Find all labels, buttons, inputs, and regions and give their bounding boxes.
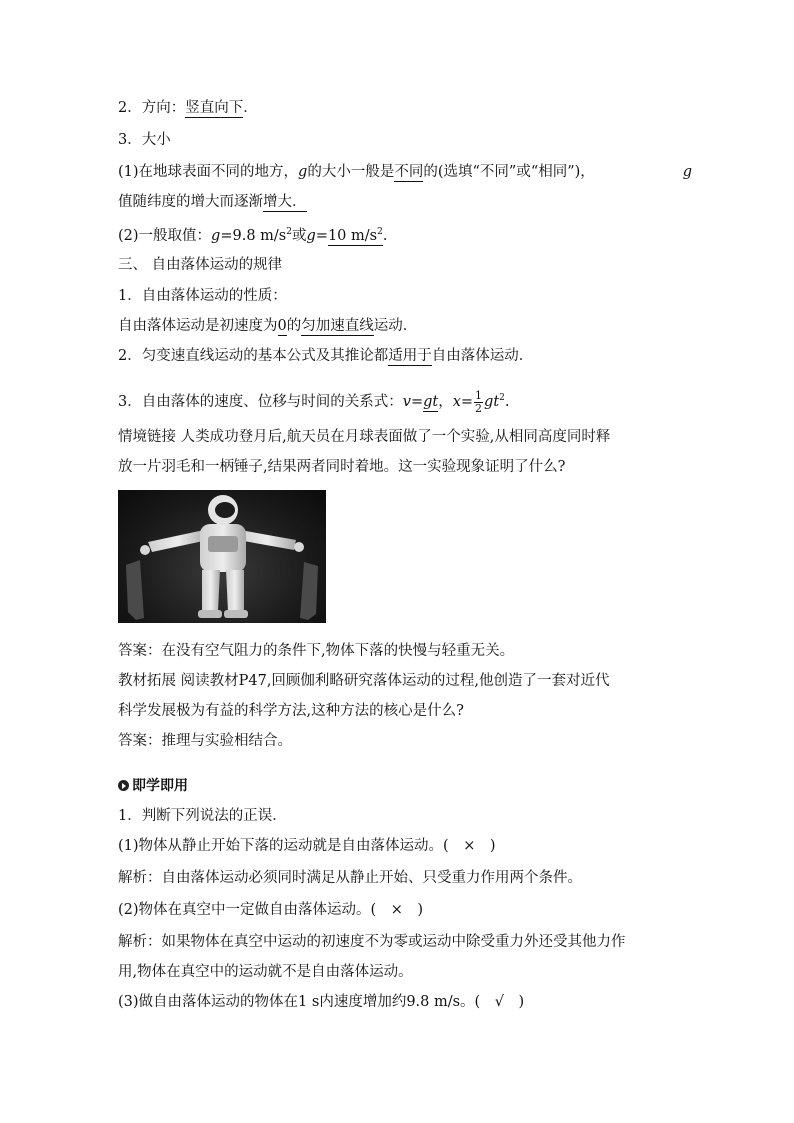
text-segment: (2)一般取值： (118, 228, 212, 244)
symbol-g: g (682, 164, 692, 180)
symbol-g: g (211, 228, 221, 244)
text-segment: 的(选填“不同”或“相同”)， (423, 164, 595, 180)
section-title: 即学即用 (132, 778, 188, 794)
text-line-context-2: 放一片羽毛和一柄锤子,结果两者同时着地。这一实验现象证明了什么? (118, 459, 566, 475)
fraction-denominator: 2 (475, 401, 483, 415)
superscript: 2 (377, 227, 383, 237)
text-line-question: 1．判断下列说法的正误． (118, 808, 287, 824)
symbol-g: g (298, 164, 308, 180)
text-segment: 自由落体运动是初速度为 (118, 318, 278, 334)
answer-underlined: 10 m/s (327, 228, 378, 244)
answer-underlined: 适用于 (388, 348, 432, 364)
text-segment: 3．自由落体的速度、位移与时间的关系式： (118, 394, 403, 410)
text-line-nature: 1．自由落体运动的性质： (118, 288, 287, 304)
text-segment: ． (243, 100, 258, 116)
text-segment: . (382, 228, 388, 244)
text-segment: 值随纬度的增大而逐渐 (118, 194, 263, 210)
superscript: 2 (499, 393, 505, 403)
text-segment: = (410, 394, 424, 410)
text-line-context-1: 情境链接 人类成功登月后,航天员在月球表面做了一个实验,从相同高度同时释 (118, 429, 611, 445)
text-line-answer-1: 答案：在没有空气阻力的条件下,物体下落的快慢与轻重无关。 (118, 643, 515, 659)
symbol-g: g (306, 228, 316, 244)
symbol-x: x (452, 394, 461, 410)
play-circle-icon (118, 780, 129, 791)
text-segment: 的 (286, 318, 302, 334)
text-line-textbook-1: 教材拓展 阅读教材P47,回顾伽利略研究落体运动的过程,他创造了一套对近代 (118, 673, 610, 689)
answer-underlined: 增大． (263, 194, 307, 210)
text-line-direction (118, 98, 698, 118)
text-segment: = (460, 394, 474, 410)
answer-underlined: 不同 (394, 164, 424, 180)
section-heading-laws: 三、 自由落体运动的规律 (118, 257, 283, 273)
text-segment: (1)在地球表面不同的地方， (118, 164, 299, 180)
text-segment: 自由落体运动． (431, 348, 534, 364)
text-line-textbook-2: 科学发展极为有益的科学方法,这种方法的核心是什么? (118, 703, 464, 719)
text-segment: 2．方向： (118, 100, 186, 116)
text-line-answer-2: 答案：推理与实验相结合。 (118, 733, 292, 749)
text-segment: 运动． (373, 318, 418, 334)
text-line-formulas (118, 346, 698, 366)
text-segment: =9.8 m/s (220, 228, 287, 244)
fraction-numerator: 1 (475, 388, 483, 402)
text-line-item-1: (1)物体从静止开始下落的运动就是自由落体运动。( × ) (118, 838, 496, 854)
text-segment: . (504, 394, 510, 410)
text-line-nature-answer (118, 316, 698, 336)
answer-underlined: 竖直向下 (185, 100, 244, 116)
text-segment: 或 (291, 228, 307, 244)
symbol-v: v (402, 394, 411, 410)
text-line-latitude (118, 192, 698, 212)
text-line-g-varies (118, 162, 698, 182)
text-line-analysis-1: 解析：自由落体运动必须同时满足从静止开始、只受重力作用两个条件。 (118, 870, 582, 886)
section-header-practice (118, 775, 188, 795)
astronaut-photo (118, 490, 326, 623)
text-line-analysis-2b: 用,物体在真空中的运动就不是自由落体运动。 (118, 964, 413, 980)
text-line-analysis-2a: 解析：如果物体在真空中运动的初速度不为零或运动中除受重力外还受其他力作 (118, 934, 626, 950)
superscript: 2 (286, 227, 292, 237)
text-line-size: 3．大小 (118, 132, 171, 148)
text-segment: = (315, 228, 328, 244)
symbol-gt: gt (484, 394, 500, 410)
text-line-item-2: (2)物体在真空中一定做自由落体运动。( × ) (118, 902, 424, 918)
text-line-g-value (118, 222, 698, 246)
answer-underlined: 0 (277, 318, 287, 334)
text-segment: 的大小一般是 (307, 164, 395, 180)
text-line-item-3: (3)做自由落体运动的物体在1 s内速度增加约9.8 m/s。( √ ) (118, 994, 525, 1010)
answer-underlined: gt (423, 394, 439, 410)
astronaut-illustration (118, 490, 326, 623)
text-line-relations (118, 380, 698, 420)
fraction-half (474, 390, 483, 415)
text-segment: ， (438, 394, 453, 410)
answer-underlined: 匀加速直线 (301, 318, 374, 334)
text-segment: 2．匀变速直线运动的基本公式及其推论都 (118, 348, 389, 364)
